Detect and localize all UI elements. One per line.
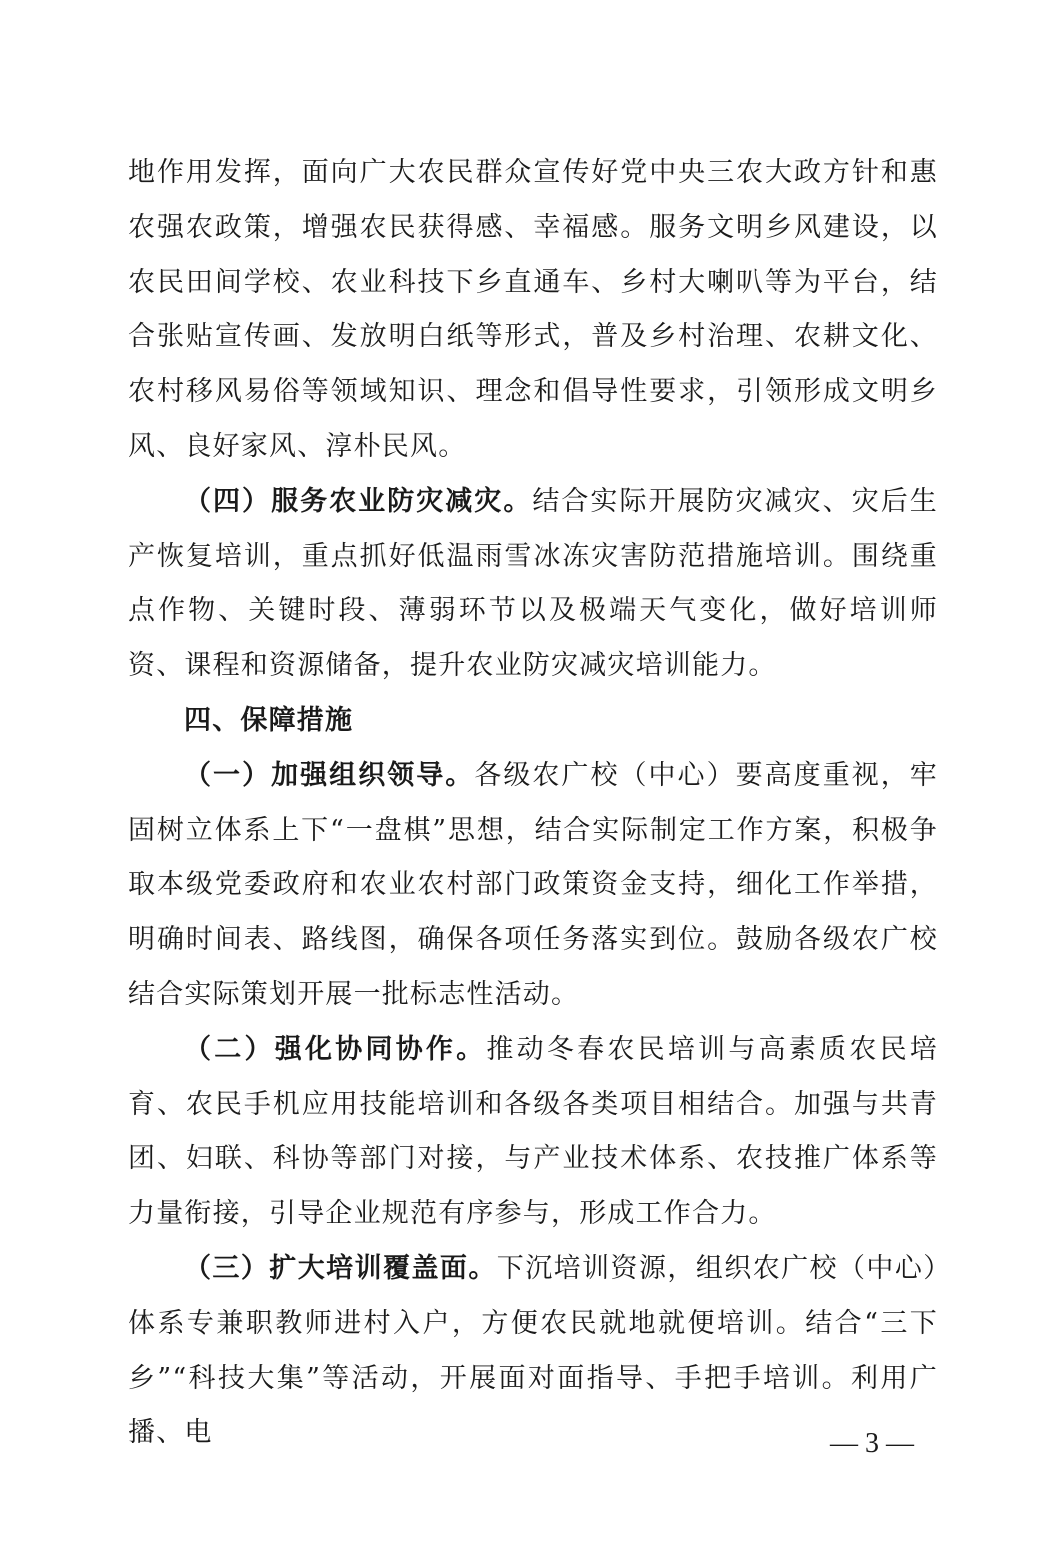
paragraph-text: 各级农广校（中心）要高度重视，牢固树立体系上下“一盘棋”思想，结合实际制定工作方案，积极争取本级党委政府和农业农村部门政策资金支持，细化工作举措，明确时间表、路线图，确保各项任务落实到位。鼓励各级农广校结合实际策划开展一批标志性活动。 [128,759,939,1010]
paragraph-organization-leadership [128,749,938,1023]
paragraph-disaster-prevention [128,475,938,694]
paragraph-text: 下沉培训资源，组织农广校（中心）体系专兼职教师进村入户，方便农民就地就便培训。结合“三下乡”“科技大集”等活动，开展面对面指导、手把手培训。利用广播、电 [128,1252,938,1449]
section-heading-safeguards: 四、保障措施 [184,704,354,736]
paragraph-text: 结合实际开展防灾减灾、灾后生产恢复培训，重点抓好低温雨雪冰冻灾害防范措施培训。围绕重点作物、关键时段、薄弱环节以及极端天气变化，做好培训师资、课程和资源储备，提升农业防灾减灾培训能力。 [128,485,938,682]
paragraph-collaboration [128,1023,938,1242]
paragraph-text: 推动冬春农民培训与高素质农民培育、农民手机应用技能培训和各级各类项目相结合。加强与共青团、妇联、科协等部门对接，与产业技术体系、农技推广体系等力量衔接，引导企业规范有序参与，形成工作合力。 [128,1033,939,1230]
paragraph-text: 地作用发挥，面向广大农民群众宣传好党中央三农大政方针和惠农强农政策，增强农民获得感、幸福感。服务文明乡风建设，以农民田间学校、农业科技下乡直通车、乡村大喇叭等为平台，结合张贴宣传画、发放明白纸等形式，普及乡村治理、农耕文化、农村移风易俗等领域知识、理念和倡导性要求，引领形成文明乡风、良好家风、淳朴民风。 [128,157,938,462]
page-number: — 3 — [830,1428,914,1459]
document-body [128,146,938,1461]
paragraph-lead: （四）服务农业防灾减灾。 [184,485,533,517]
paragraph-lead: （三）扩大培训覆盖面。 [184,1252,497,1284]
paragraph-lead: （二）强化协同协作。 [184,1033,487,1065]
paragraph-rural-civilization [128,146,938,475]
paragraph-lead: （一）加强组织领导。 [184,759,475,791]
